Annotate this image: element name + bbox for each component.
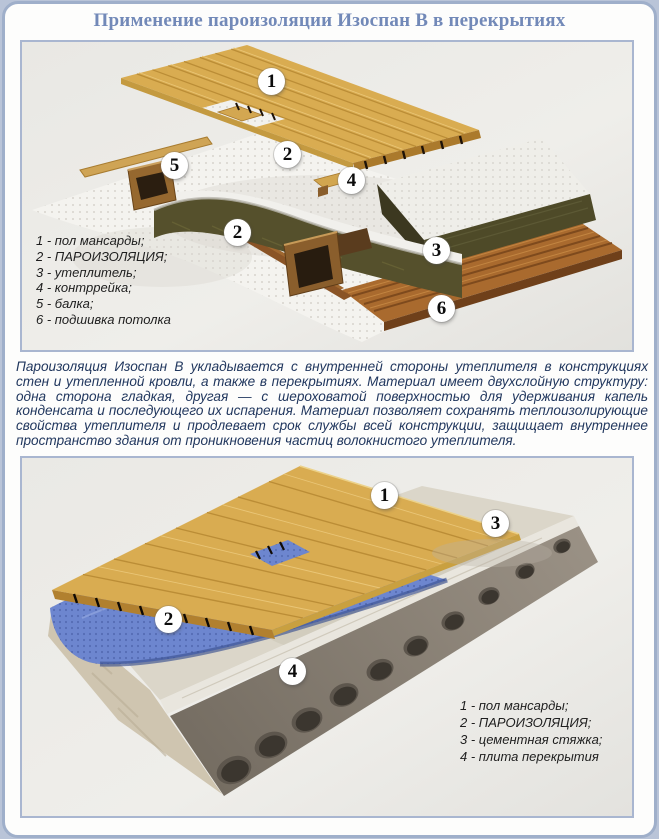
badge-floor-lower: 1 [371,482,398,509]
legend-item: 3 - утеплитель; [36,264,137,280]
badge-insulation: 3 [423,237,450,264]
legend-item: 5 - балка; [36,296,94,312]
badge-ceiling-lining: 6 [428,295,455,322]
deck-shadow [432,539,552,567]
diagram-concrete-slab-panel [20,456,634,818]
badge-counter-batten: 4 [338,167,365,194]
badge-vapor-barrier-lower: 2 [155,606,182,633]
badge-floor: 1 [258,68,285,95]
badge-vapor-barrier-2: 2 [224,219,251,246]
legend-lower [460,697,602,765]
legend-item: 2 - ПАРОИЗОЛЯЦИЯ; [36,248,168,264]
page-frame [2,1,657,838]
badge-beam: 5 [161,152,188,179]
badge-cement-screed: 3 [482,510,509,537]
badge-vapor-barrier: 2 [274,141,301,168]
legend-item: 4 - контррейка; [36,280,132,296]
legend-item: 3 - цементная стяжка; [460,732,603,747]
description-text: Пароизоляция Изоспан В укладывается с внутренней стороны утеплителя в конструкциях стен и утепленной кровли, а также в перекрытиях. Материал имеет двухслойную структуру: одна сторона гладкая, другая — с шероховатой поверхностью для удерживания капель конденсата и последующего их испарения. Материал позволяет сохранять теплоизолирующие свойства утеплителя и продлевает срок службы всей конструкции, защищает внутреннее пространство здания от проникновения частиц волокнистого утеплителя. [16,359,648,448]
page-title: Применение пароизоляции Изоспан В в перекрытиях [93,10,566,31]
legend-upper [36,233,171,328]
legend-item: 2 - ПАРОИЗОЛЯЦИЯ; [460,715,592,730]
legend-item: 1 - пол мансарды; [36,233,145,248]
diagram-wood-floor-panel [20,40,634,352]
legend-item: 4 - плита перекрытия [460,749,599,764]
badge-floor-slab: 4 [279,658,306,685]
legend-item: 1 - пол мансарды; [460,698,569,713]
legend-item: 6 - подшивка потолка [36,311,171,327]
